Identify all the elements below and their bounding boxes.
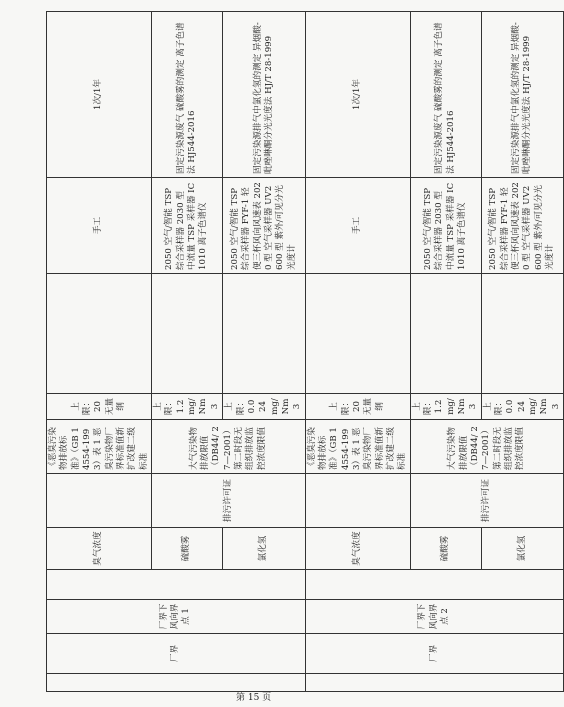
- table-row: [305, 11, 410, 691]
- item-cell: 臭气浓度: [47, 528, 152, 570]
- equipment-cell: 2050 空气/智能 TSP 综合采样器 2030 型 中流量 TSP 采样器 IC1010 离子色谱仪: [410, 177, 481, 273]
- standard-cell: 大气污染物排放限值（DB44/ 27—2001）第二时段无组织排放监控浓度限值: [410, 419, 563, 473]
- equipment-cell: 2050 空气/智能 TSP 综合采样器 FYF-1 轻便三杯风向风速表 2020 型 空气采样器 UV2600 型 紫外/可见分光光度计: [481, 177, 563, 273]
- table-row: [47, 11, 152, 691]
- page-number: 第 15 页: [236, 693, 272, 703]
- standard-cell: 大气污染物排放限值（DB44/ 27—2001）第二时段无组织排放监控浓度限值: [152, 419, 305, 473]
- item-cell: 硫酸雾: [152, 528, 223, 570]
- method-cell: 固定污染源排气中氯化氢的测定 异烟酸-吡唑啉酮分光光度法 HJ/T 28-1999: [481, 11, 563, 177]
- limit-cell: 上限：0.024mg/Nm3: [223, 393, 305, 419]
- limit-cell: 上限：1.2mg/Nm3: [410, 393, 481, 419]
- permit-cell: 排污许可证: [410, 474, 563, 528]
- monitoring-table: [46, 11, 564, 692]
- limit-cell: 上限：0.024mg/Nm3: [481, 393, 563, 419]
- item-cell: 臭气浓度: [305, 528, 410, 570]
- freq-cell: 1次/1年: [305, 11, 410, 177]
- category-cell: 厂界: [47, 634, 306, 674]
- mode-cell: 手工: [47, 177, 152, 273]
- rotated-table-container: [46, 12, 561, 692]
- standard-cell: 《恶臭污染物排放标准》（GB 14554-1993）表 1 恶臭污染物厂界标准值新扩改建二级标准: [47, 419, 152, 473]
- item-cell: 氯化氢: [223, 528, 305, 570]
- method-cell: 固定污染源废气 硫酸雾的测定 离子色谱法 HJ544-2016: [152, 11, 223, 177]
- limit-cell: 上限：20 无量纲: [47, 393, 152, 419]
- freq-cell: 1次/1年: [47, 11, 152, 177]
- point-cell: 厂界下风向界点 2: [305, 600, 564, 634]
- point-cell: 厂界下风向界点 1: [47, 600, 306, 634]
- item-cell: 硫酸雾: [410, 528, 481, 570]
- category-cell: 厂界: [305, 634, 564, 674]
- standard-cell: 《恶臭污染物排放标准》（GB 14554-1993）表 1 恶臭污染物厂界标准值新扩改建二级标准: [305, 419, 410, 473]
- equipment-cell: 2050 空气/智能 TSP 综合采样器 2030 型 中流量 TSP 采样器 IC1010 离子色谱仪: [152, 177, 223, 273]
- mode-cell: 手工: [305, 177, 410, 273]
- permit-cell: 排污许可证: [152, 474, 305, 528]
- method-cell: 固定污染源排气中氯化氢的测定 异烟酸-吡唑啉酮分光光度法 HJ/T 28-1999: [223, 11, 305, 177]
- method-cell: 固定污染源废气 硫酸雾的测定 离子色谱法 HJ544-2016: [410, 11, 481, 177]
- item-cell: 氯化氢: [481, 528, 563, 570]
- limit-cell: 上限：1.2mg/Nm3: [152, 393, 223, 419]
- limit-cell: 上限：20 无量纲: [305, 393, 410, 419]
- equipment-cell: 2050 空气/智能 TSP 综合采样器 FYF-1 轻便三杯风向风速表 2020 型 空气采样器 UV2600 型 紫外/可见分光光度计: [223, 177, 305, 273]
